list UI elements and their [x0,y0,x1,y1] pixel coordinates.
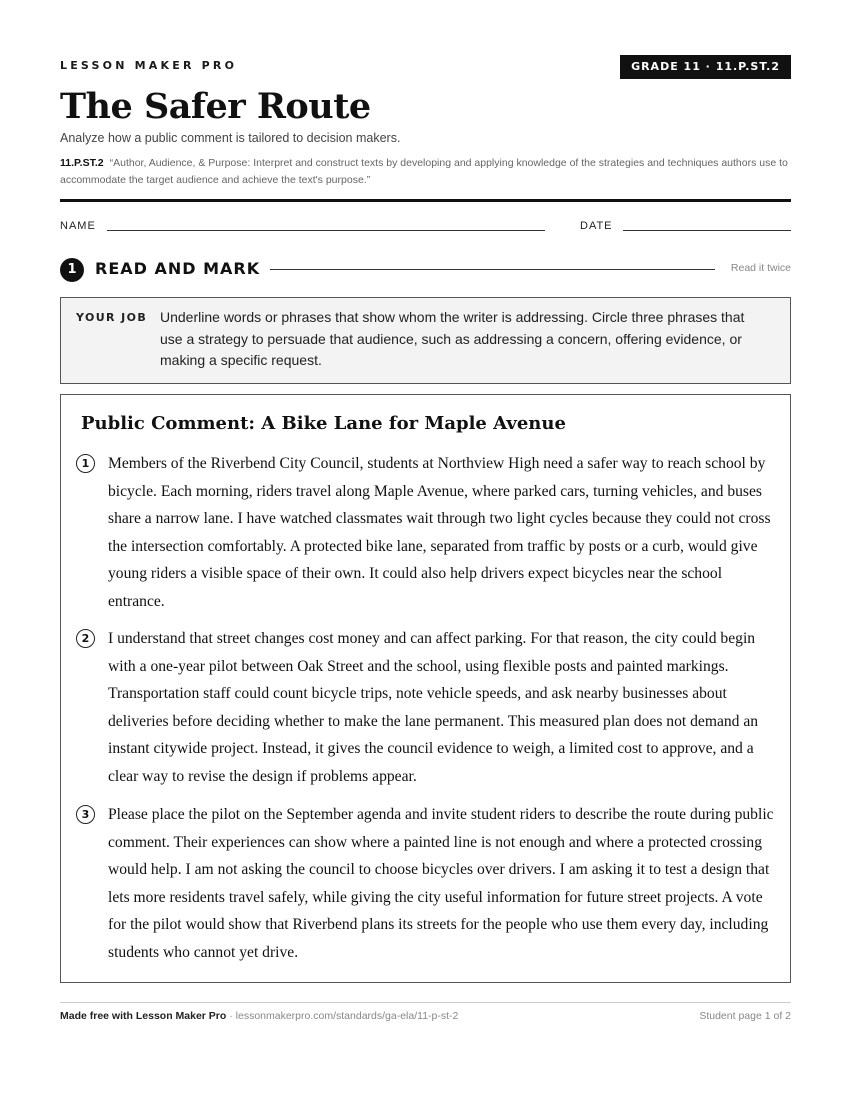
section-title: READ AND MARK [95,259,261,278]
date-field[interactable] [623,230,791,231]
name-label: NAME [60,220,96,232]
footer-link[interactable]: · lessonmakerpro.com/standards/ga-ela/11-p-st-2 [226,1010,459,1022]
paragraph-text: I understand that street changes cost money and can affect parking. For that reason, the city could begin with a one-year pilot between Oak Street and the school, using flexible posts and painted markings. Transportation staff could count bicycle trips, note vehicle speeds, and ask nearby businesses about deliveries before deciding whether to make the lane permanent. This measured plan does not demand an instant citywide project. Instead, it gives the council evidence to weigh, a limited cost to approve, and a clear way to revise the design if problems appear. [108,630,759,785]
date-label: DATE [580,220,613,232]
paragraph-text: Members of the Riverbend City Council, students at Northview High need a safer way to reach school by bicycle. Each morning, riders travel along Maple Avenue, where parked cars, turning vehicles, and buses share a narrow lane. I have watched classmates wait through two light cycles because they could not cross the intersection comfortably. A protected bike lane, separated from traffic by posts or a curb, would give young riders a visible space of their own. It could also help drivers expect bicycles near the school entrance. [108,455,771,610]
name-field[interactable] [107,230,545,231]
page-title: The Safer Route [60,86,371,127]
footer-page-number: Student page 1 of 2 [699,1010,791,1022]
section-note: Read it twice [730,262,791,274]
top-bar [60,55,791,79]
standard-code: 11.P.ST.2 [60,157,104,169]
page-subtitle: Analyze how a public comment is tailored to decision makers. [60,131,401,145]
job-instructions: Underline words or phrases that show whom the writer is addressing. Circle three phrases that use a strategy to persuade that audience, such as addressing a concern, offering evidence, or making a specific request. [160,309,745,368]
section-divider [270,269,715,270]
footer-credit [60,1010,458,1022]
paragraph-number: 1 [76,454,95,473]
paragraph-text: Please place the pilot on the September agenda and invite student riders to describe the route during public comment. Their experiences can show where a painted line is not enough and where a protected crossing would help. I am not asking the council to choose bicycles over drivers. I am asking it to test a design that lets more residents travel safely, while giving the city useful information for future street projects. A vote for the pilot would show that Riverbend plans its streets for the people who use them every day, including students who cannot yet drive. [108,806,774,961]
section-header [60,258,791,284]
reading-passage [60,394,791,983]
job-label: YOUR JOB [76,311,148,324]
footer-made: Made free with Lesson Maker Pro [60,1010,227,1022]
paragraph-number: 3 [76,805,95,824]
brand-name: LESSON MAKER PRO [60,59,238,72]
standard-description [60,155,791,189]
grade-badge: GRADE 11 · 11.P.ST.2 [620,55,791,79]
paragraph-number: 2 [76,629,95,648]
job-box [60,297,791,384]
passage-title: Public Comment: A Bike Lane for Maple Avenue [81,413,566,434]
footer-divider [60,1002,791,1003]
section-number: 1 [60,258,84,282]
standard-text: “Author, Audience, & Purpose: Interpret and construct texts by developing and applying knowledge of the strategies and techniques authors use to accommodate the target audience and achieve the text's purpose.” [60,157,788,186]
header-divider [60,199,791,202]
